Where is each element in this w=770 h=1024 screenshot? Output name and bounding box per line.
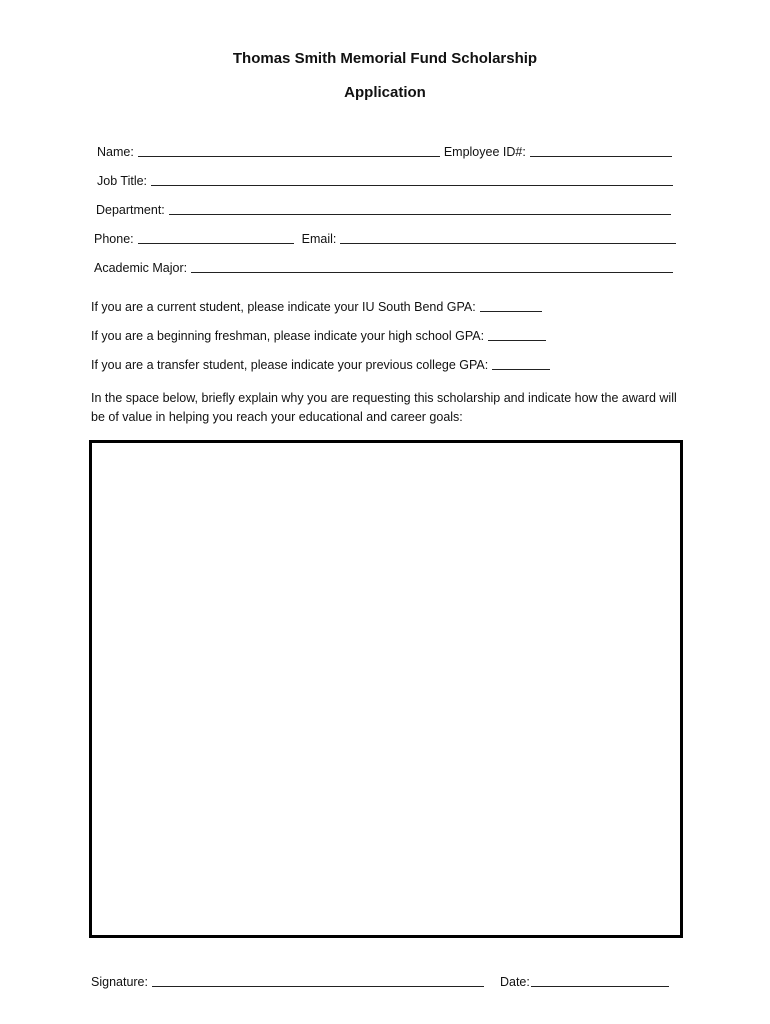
- email-label: Email:: [301, 232, 337, 246]
- academic-major-label: Academic Major:: [94, 261, 188, 275]
- job-title-field[interactable]: [151, 184, 673, 186]
- phone-label: Phone:: [94, 232, 134, 246]
- gpa-transfer-label: If you are a transfer student, please indicate your previous college GPA:: [91, 358, 489, 372]
- gpa-transfer-field[interactable]: [492, 368, 550, 370]
- signature-row: [91, 975, 673, 989]
- gpa-freshman-row: [91, 329, 550, 343]
- date-label: Date:: [499, 975, 530, 989]
- job-title-row: [97, 174, 677, 188]
- name-row: [97, 145, 676, 159]
- department-field[interactable]: [169, 213, 671, 215]
- employee-id-field[interactable]: [530, 155, 672, 157]
- gpa-current-label: If you are a current student, please indicate your IU South Bend GPA:: [91, 300, 476, 314]
- essay-prompt: In the space below, briefly explain why you are requesting this scholarship and indicate how the award will be of value in helping you reach your educational and career goals:: [91, 391, 677, 424]
- gpa-current-row: [91, 300, 546, 314]
- date-field[interactable]: [531, 985, 669, 987]
- gpa-transfer-row: [91, 358, 554, 372]
- form-subtitle: Application: [344, 84, 426, 101]
- phone-field[interactable]: [138, 242, 294, 244]
- academic-major-field[interactable]: [191, 271, 673, 273]
- gpa-freshman-label: If you are a beginning freshman, please indicate your high school GPA:: [91, 329, 485, 343]
- department-row: [96, 203, 675, 217]
- essay-response-box[interactable]: [89, 440, 683, 938]
- gpa-current-field[interactable]: [480, 310, 542, 312]
- gpa-freshman-field[interactable]: [488, 339, 546, 341]
- signature-label: Signature:: [91, 975, 148, 989]
- email-field[interactable]: [340, 242, 676, 244]
- phone-email-row: [94, 232, 680, 246]
- signature-field[interactable]: [152, 985, 484, 987]
- department-label: Department:: [96, 203, 165, 217]
- academic-major-row: [94, 261, 677, 275]
- employee-id-label: Employee ID#:: [443, 145, 526, 159]
- name-label: Name:: [97, 145, 134, 159]
- job-title-label: Job Title:: [97, 174, 148, 188]
- name-field[interactable]: [138, 155, 440, 157]
- form-title: Thomas Smith Memorial Fund Scholarship: [232, 50, 538, 67]
